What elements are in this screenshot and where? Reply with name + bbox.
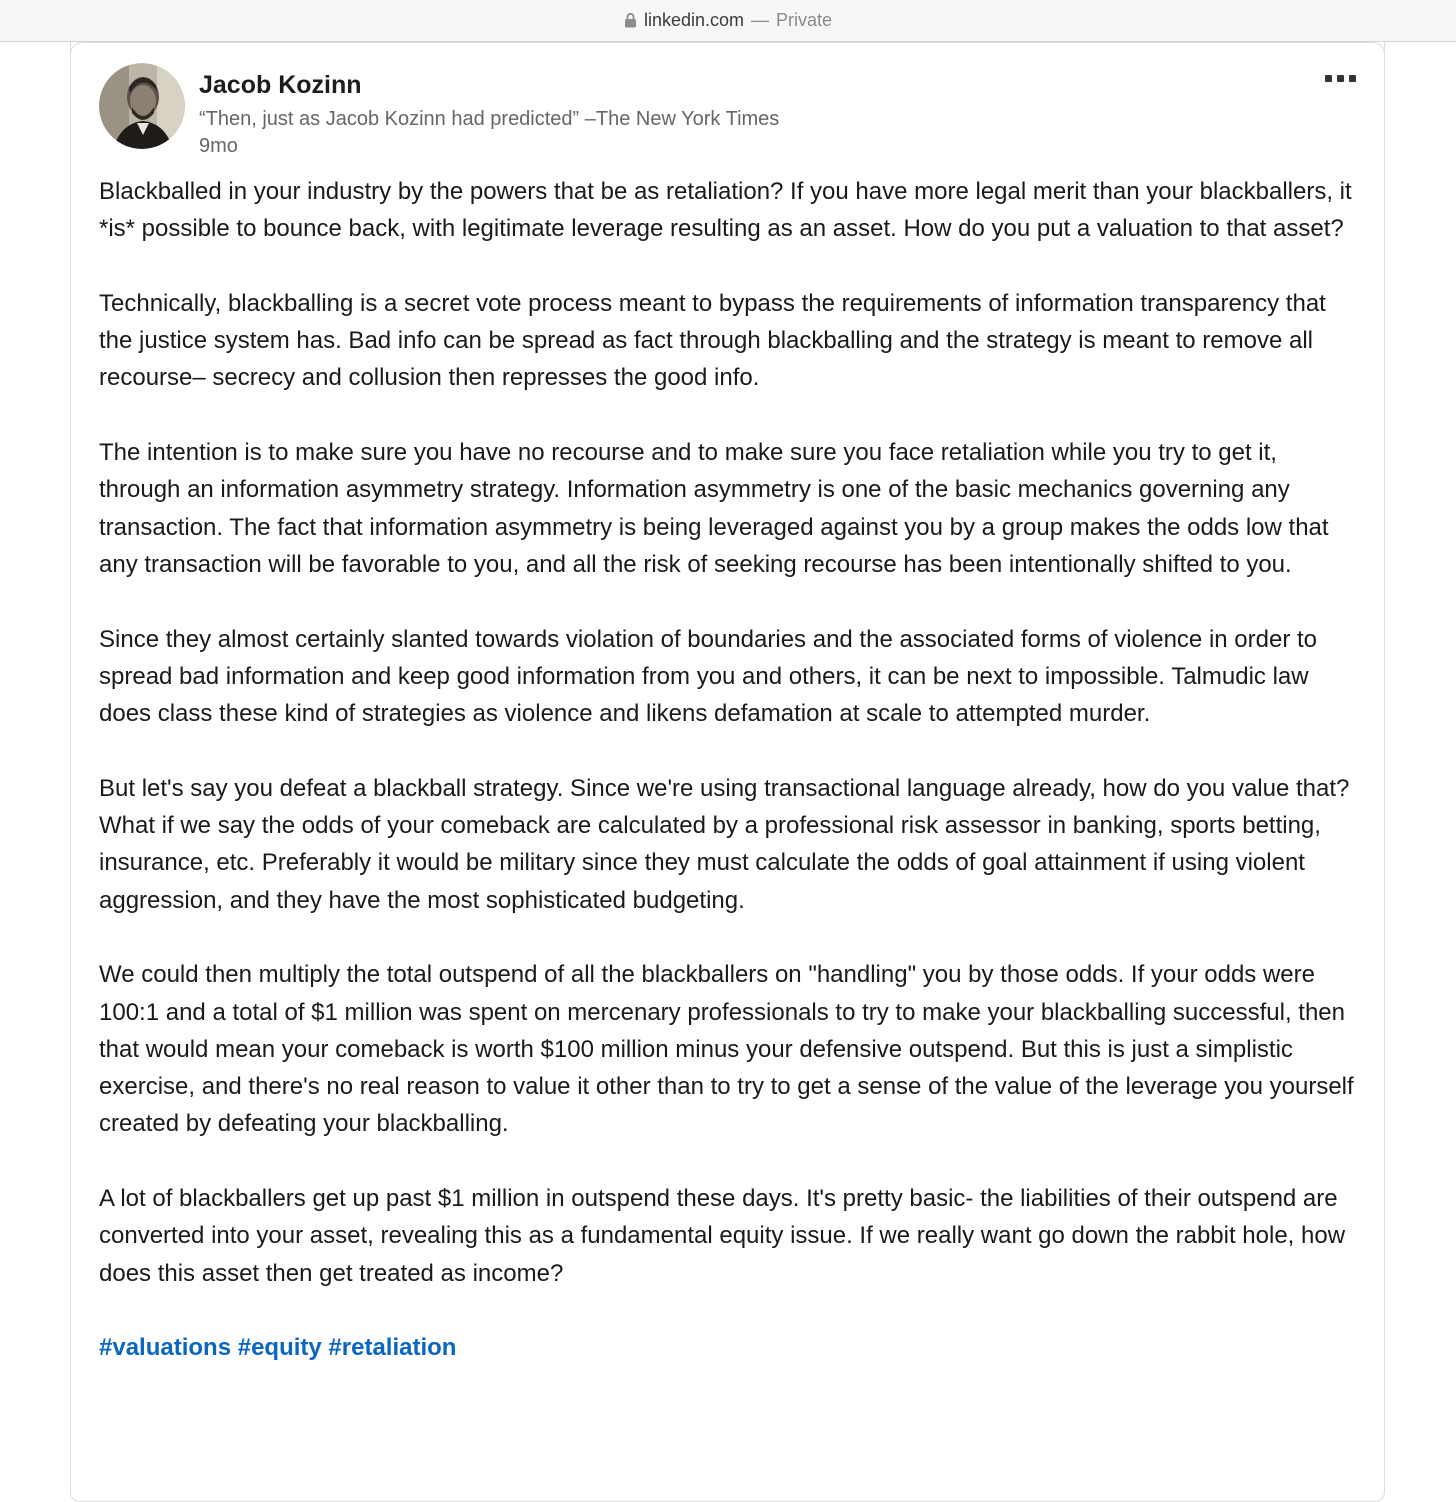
more-options-button[interactable] — [1318, 66, 1362, 90]
hashtag-list — [99, 1329, 1364, 1366]
hashtag-link[interactable]: #retaliation — [328, 1334, 457, 1362]
post-timestamp: 9mo — [199, 135, 238, 157]
url-domain: linkedin.com — [643, 10, 744, 30]
post-paragraph: But let's say you defeat a blackball strategy. Since we're using transactional language already, how do you value that? What if we say the odds of your comeback are calculated by a professional risk assessor in banking, sports betting, insurance, etc. Preferably it would be military since they must calculate the odds of goal attainment if using violent aggression, and they have the most sophisticated budgeting. — [99, 774, 1350, 914]
post-paragraph: The intention is to make sure you have no recourse and to make sure you face retaliation while you try to get it, through an information asymmetry strategy. Information asymmetry is one of the basic mechanics governing any transaction. The fact that information asymmetry is being leveraged against you by a group makes the odds low that any transaction will be favorable to you, and all the risk of seeking recourse has been intentionally shifted to you. — [99, 439, 1329, 578]
post-body — [99, 173, 1364, 1367]
more-options-icon — [1325, 75, 1332, 82]
post-paragraph: Blackballed in your industry by the powers that be as retaliation? If you have more legal merit than your blackballers, it *is* possible to bounce back, with legitimate leverage resulting as an asset. How do you put a valuation to that asset? — [99, 178, 1352, 243]
post-paragraph: We could then multiply the total outspend of all the blackballers on "handling" you by those odds. If your odds were 100:1 and a total of $1 million was spent on mercenary professionals to try to make your blackballing successful, then that would mean your comeback is worth $100 million minus your defensive outspend. But this is just a simplistic exercise, and there's no real reason to value it other than to try to get a sense of the value of the leverage you yourself created by defeating your blackballing. — [99, 961, 1354, 1138]
address-bar-content — [624, 10, 832, 31]
private-label: Private — [776, 10, 833, 30]
hashtag-link[interactable]: #valuations — [99, 1334, 232, 1362]
post-paragraph: A lot of blackballers get up past $1 million in outspend these days. It's pretty basic- the liabilities of their outspend are converted into your asset, revealing this as a fundamental equity issue. If we really want go down the rabbit hole, how does this asset then get treated as income? — [99, 1185, 1346, 1287]
author-headline: “Then, just as Jacob Kozinn had predicted” –The New York Times — [199, 108, 780, 130]
more-options-icon-dot — [1349, 75, 1356, 82]
author-name[interactable]: Jacob Kozinn — [199, 71, 362, 99]
url-separator: — — [751, 10, 769, 30]
more-options-icon-dot — [1337, 75, 1344, 82]
author-avatar[interactable] — [99, 63, 185, 149]
avatar-photo-icon — [99, 63, 185, 149]
post-paragraph: Technically, blackballing is a secret vote process meant to bypass the requirements of information transparency that the justice system has. Bad info can be spread as fact through blackballing and the strategy is meant to remove all recourse– secrecy and collusion then represses the good info. — [99, 289, 1326, 392]
post-card-top-edge — [70, 42, 1385, 54]
lock-icon — [624, 12, 637, 28]
post-paragraph: Since they almost certainly slanted towards violation of boundaries and the associated forms of violence in order to spread bad information and keep good information from you and others, it can be next to impossible. Talmudic law does class these kind of strategies as violence and likens defamation at scale to attempted murder. — [99, 625, 1317, 728]
browser-address-bar[interactable] — [0, 0, 1456, 42]
hashtag-link[interactable]: #equity — [237, 1334, 322, 1362]
